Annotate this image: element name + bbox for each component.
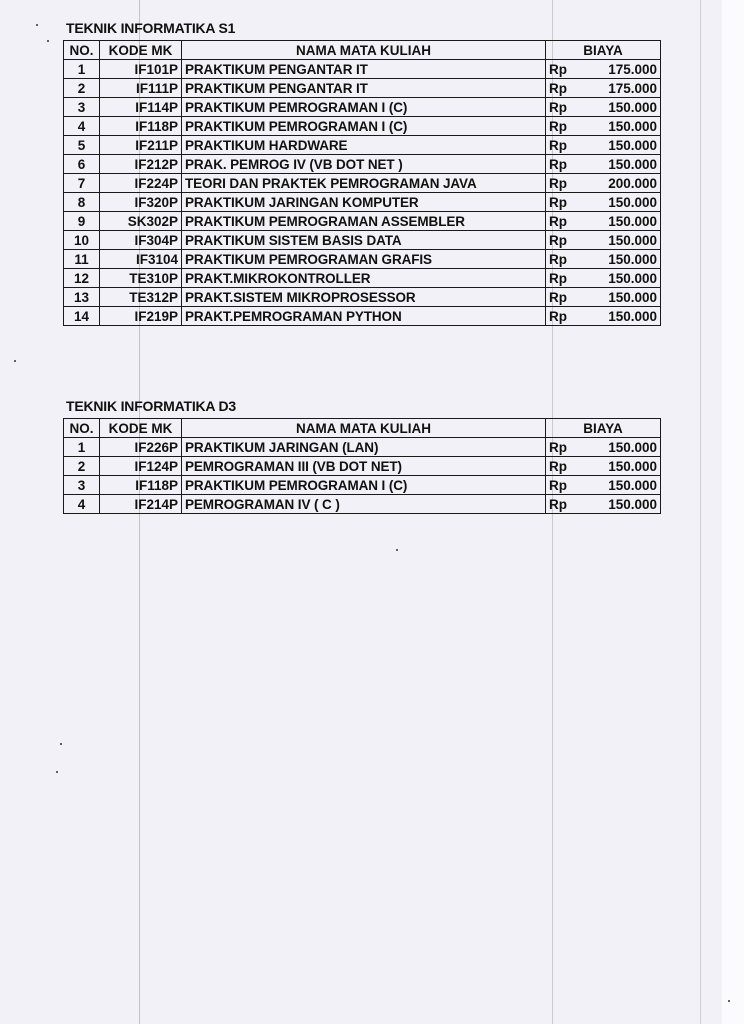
cell-biaya (546, 117, 661, 136)
cell-kode-mk: IF219P (100, 307, 182, 326)
header-biaya: BIAYA (546, 41, 661, 60)
currency-label: Rp (549, 289, 567, 305)
cell-no: 3 (64, 476, 100, 495)
cell-kode-mk: IF320P (100, 193, 182, 212)
amount-value: 150.000 (608, 213, 657, 229)
currency-label: Rp (549, 137, 567, 153)
currency-label: Rp (549, 232, 567, 248)
currency-label: Rp (549, 99, 567, 115)
currency-label: Rp (549, 61, 567, 77)
amount-value: 150.000 (608, 232, 657, 248)
cell-nama-mata-kuliah: PRAKTIKUM PEMROGRAMAN GRAFIS (182, 250, 546, 269)
header-kode: KODE MK (100, 41, 182, 60)
table-row (64, 476, 661, 495)
table-row (64, 250, 661, 269)
cell-kode-mk: IF3104 (100, 250, 182, 269)
cell-no: 13 (64, 288, 100, 307)
cell-no: 3 (64, 98, 100, 117)
cell-biaya (546, 79, 661, 98)
cell-kode-mk: IF226P (100, 438, 182, 457)
cell-biaya (546, 250, 661, 269)
amount-value: 150.000 (608, 439, 657, 455)
amount-value: 150.000 (608, 496, 657, 512)
course-table-d3 (63, 418, 661, 514)
cell-no: 7 (64, 174, 100, 193)
cell-nama-mata-kuliah: PEMROGRAMAN III (VB DOT NET) (182, 457, 546, 476)
table-row (64, 155, 661, 174)
table-row (64, 231, 661, 250)
section-title-s1: TEKNIK INFORMATIKA S1 (66, 20, 236, 36)
course-table-s1 (63, 40, 661, 326)
cell-biaya (546, 174, 661, 193)
cell-nama-mata-kuliah: PRAKTIKUM PENGANTAR IT (182, 79, 546, 98)
cell-kode-mk: IF124P (100, 457, 182, 476)
scan-speck (56, 771, 58, 773)
table-body (64, 60, 661, 326)
amount-value: 150.000 (608, 477, 657, 493)
cell-no: 4 (64, 117, 100, 136)
table-row (64, 136, 661, 155)
page-edge (722, 0, 744, 1024)
cell-biaya (546, 269, 661, 288)
cell-no: 1 (64, 60, 100, 79)
currency-label: Rp (549, 439, 567, 455)
cell-kode-mk: IF211P (100, 136, 182, 155)
cell-kode-mk: IF118P (100, 117, 182, 136)
table-row (64, 288, 661, 307)
cell-biaya (546, 457, 661, 476)
scan-speck (396, 549, 398, 551)
table-row (64, 79, 661, 98)
amount-value: 175.000 (608, 61, 657, 77)
currency-label: Rp (549, 80, 567, 96)
cell-nama-mata-kuliah: PRAK. PEMROG IV (VB DOT NET ) (182, 155, 546, 174)
cell-kode-mk: SK302P (100, 212, 182, 231)
cell-no: 11 (64, 250, 100, 269)
cell-no: 6 (64, 155, 100, 174)
currency-label: Rp (549, 213, 567, 229)
cell-nama-mata-kuliah: PRAKTIKUM HARDWARE (182, 136, 546, 155)
table-row (64, 457, 661, 476)
currency-label: Rp (549, 458, 567, 474)
table-row (64, 438, 661, 457)
cell-no: 2 (64, 457, 100, 476)
cell-nama-mata-kuliah: PRAKT.SISTEM MIKROPROSESSOR (182, 288, 546, 307)
cell-no: 10 (64, 231, 100, 250)
cell-biaya (546, 98, 661, 117)
cell-nama-mata-kuliah: PRAKTIKUM JARINGAN KOMPUTER (182, 193, 546, 212)
currency-label: Rp (549, 118, 567, 134)
cell-no: 1 (64, 438, 100, 457)
cell-no: 14 (64, 307, 100, 326)
cell-kode-mk: TE312P (100, 288, 182, 307)
header-biaya: BIAYA (546, 419, 661, 438)
currency-label: Rp (549, 194, 567, 210)
cell-kode-mk: IF101P (100, 60, 182, 79)
cell-no: 2 (64, 79, 100, 98)
table-row (64, 98, 661, 117)
header-no: NO. (64, 419, 100, 438)
table-row (64, 117, 661, 136)
scan-speck (47, 40, 49, 42)
amount-value: 150.000 (608, 156, 657, 172)
cell-nama-mata-kuliah: PRAKTIKUM SISTEM BASIS DATA (182, 231, 546, 250)
amount-value: 150.000 (608, 308, 657, 324)
cell-biaya (546, 307, 661, 326)
cell-nama-mata-kuliah: PRAKTIKUM JARINGAN (LAN) (182, 438, 546, 457)
amount-value: 150.000 (608, 458, 657, 474)
cell-biaya (546, 476, 661, 495)
amount-value: 150.000 (608, 118, 657, 134)
cell-nama-mata-kuliah: PRAKTIKUM PEMROGRAMAN I (C) (182, 98, 546, 117)
table-body (64, 438, 661, 514)
cell-kode-mk: IF214P (100, 495, 182, 514)
cell-nama-mata-kuliah: PRAKTIKUM PEMROGRAMAN I (C) (182, 117, 546, 136)
cell-nama-mata-kuliah: PRAKT.MIKROKONTROLLER (182, 269, 546, 288)
amount-value: 150.000 (608, 194, 657, 210)
cell-no: 9 (64, 212, 100, 231)
cell-no: 4 (64, 495, 100, 514)
header-nama: NAMA MATA KULIAH (182, 41, 546, 60)
cell-biaya (546, 231, 661, 250)
cell-biaya (546, 155, 661, 174)
amount-value: 150.000 (608, 251, 657, 267)
amount-value: 175.000 (608, 80, 657, 96)
cell-nama-mata-kuliah: TEORI DAN PRAKTEK PEMROGRAMAN JAVA (182, 174, 546, 193)
scan-line (700, 0, 701, 1024)
currency-label: Rp (549, 308, 567, 324)
amount-value: 150.000 (608, 289, 657, 305)
scan-speck (728, 1000, 730, 1002)
cell-kode-mk: IF111P (100, 79, 182, 98)
cell-kode-mk: IF212P (100, 155, 182, 174)
table-row (64, 212, 661, 231)
cell-kode-mk: IF304P (100, 231, 182, 250)
cell-nama-mata-kuliah: PEMROGRAMAN IV ( C ) (182, 495, 546, 514)
cell-biaya (546, 495, 661, 514)
cell-no: 12 (64, 269, 100, 288)
scan-speck (60, 743, 62, 745)
table-row (64, 174, 661, 193)
amount-value: 150.000 (608, 99, 657, 115)
currency-label: Rp (549, 477, 567, 493)
cell-biaya (546, 438, 661, 457)
cell-nama-mata-kuliah: PRAKTIKUM PEMROGRAMAN ASSEMBLER (182, 212, 546, 231)
currency-label: Rp (549, 175, 567, 191)
table-row (64, 307, 661, 326)
cell-kode-mk: IF224P (100, 174, 182, 193)
table-row (64, 193, 661, 212)
cell-biaya (546, 136, 661, 155)
header-kode: KODE MK (100, 419, 182, 438)
cell-kode-mk: IF118P (100, 476, 182, 495)
cell-nama-mata-kuliah: PRAKT.PEMROGRAMAN PYTHON (182, 307, 546, 326)
cell-kode-mk: TE310P (100, 269, 182, 288)
amount-value: 200.000 (608, 175, 657, 191)
currency-label: Rp (549, 270, 567, 286)
cell-biaya (546, 212, 661, 231)
cell-biaya (546, 193, 661, 212)
table-row (64, 495, 661, 514)
cell-biaya (546, 288, 661, 307)
cell-biaya (546, 60, 661, 79)
header-nama: NAMA MATA KULIAH (182, 419, 546, 438)
cell-no: 5 (64, 136, 100, 155)
amount-value: 150.000 (608, 270, 657, 286)
currency-label: Rp (549, 251, 567, 267)
table-row (64, 60, 661, 79)
cell-nama-mata-kuliah: PRAKTIKUM PEMROGRAMAN I (C) (182, 476, 546, 495)
cell-kode-mk: IF114P (100, 98, 182, 117)
cell-nama-mata-kuliah: PRAKTIKUM PENGANTAR IT (182, 60, 546, 79)
currency-label: Rp (549, 156, 567, 172)
currency-label: Rp (549, 496, 567, 512)
table-row (64, 269, 661, 288)
cell-no: 8 (64, 193, 100, 212)
section-title-d3: TEKNIK INFORMATIKA D3 (66, 398, 237, 414)
table-header-row (64, 419, 661, 438)
table-header-row (64, 41, 661, 60)
amount-value: 150.000 (608, 137, 657, 153)
header-no: NO. (64, 41, 100, 60)
scan-speck (36, 24, 38, 26)
scan-speck (14, 360, 16, 362)
